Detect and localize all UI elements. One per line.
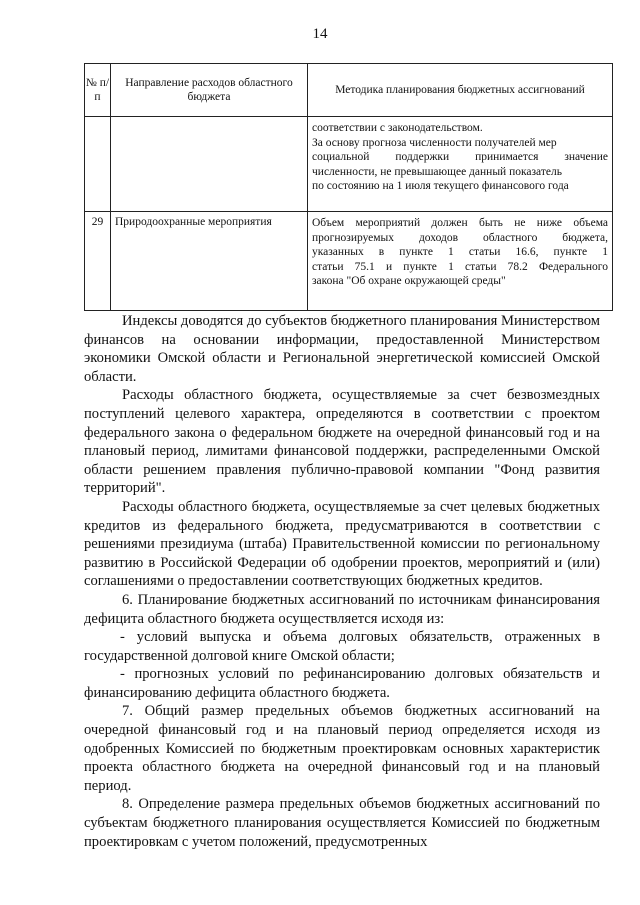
table-row xyxy=(85,212,613,311)
paragraph: 8. Определение размера предельных объемов бюджетных ассигнований по субъектам бюджетного планирования осуществляется Комиссией по бюджетным проектировкам с учетом положений, предусмотренных xyxy=(84,796,600,850)
paragraph: 7. Общий размер предельных объемов бюджетных ассигнований на очередной финансовый год и на плановый период определяется исходя из одобренных Комиссией по бюджетным проектировкам основных характеристик проекта областного бюджета на очередной финансовый год и на плановый период. xyxy=(84,703,600,794)
row-direction-cell: Природоохранные мероприятия xyxy=(111,212,308,311)
method-line: по состоянию на 1 июля текущего финансового года xyxy=(312,180,569,192)
method-line: численности, не превышающее данный показатель xyxy=(312,165,562,178)
paragraph: Расходы областного бюджета, осуществляемые за счет целевых бюджетных кредитов из федерального бюджета, предусматриваются в соответствии с решениями президиума (штаба) Правительственной комиссии по региональному развитию в Российской Федерации об одобрении проектов, мероприятий и (или) соглашениями о предоставлении соответствующих бюджетных кредитов. xyxy=(84,498,600,590)
method-line: указанных в пункте 1 статьи 16.6, пункте 1 xyxy=(312,246,608,258)
row-method-cell xyxy=(308,117,613,212)
paragraph: Расходы областного бюджета, осуществляемые за счет безвозмездных поступлений целевого характера, определяются в соответствии с проектом федерального закона о федеральном бюджете на очередной финансовый год и на плановый период, лимитами финансовой поддержки, распределенными Омской области решением правления публично-правовой компании "Фонд развития территорий". xyxy=(84,387,600,497)
method-line: закона "Об охране окружающей среды" xyxy=(312,275,506,287)
header-method: Методика планирования бюджетных ассигнований xyxy=(308,64,613,117)
table-row xyxy=(85,117,613,212)
method-line: статьи 75.1 и пункте 1 статьи 78.2 Федерального xyxy=(312,260,608,273)
method-line: За основу прогноза численности получателей мер xyxy=(312,136,557,149)
method-line: социальной поддержки принимается значение xyxy=(312,151,608,163)
list-item: - условий выпуска и объема долговых обязательств, отраженных в государственной долговой книге Омской области; xyxy=(84,629,600,664)
method-line: Объем мероприятий должен быть не ниже объема xyxy=(312,217,608,229)
table-header-row xyxy=(85,64,613,117)
page-number: 14 xyxy=(312,26,328,42)
header-number: № п/п xyxy=(85,64,111,117)
header-direction: Направление расходов областного бюджета xyxy=(111,64,308,117)
method-line: прогнозируемых доходов областного бюджета, xyxy=(312,231,608,244)
paragraph: Индексы доводятся до субъектов бюджетного планирования Министерством финансов на основании информации, предоставленной Министерством экономики Омской области и Региональной энергетической комиссией Омской области. xyxy=(84,313,600,385)
row-direction-cell xyxy=(111,117,308,212)
paragraph: 6. Планирование бюджетных ассигнований по источникам финансирования дефицита областного бюджета осуществляется исходя из: xyxy=(84,591,600,627)
row-number-cell xyxy=(85,117,111,212)
row-method-cell xyxy=(308,212,613,311)
method-line: соответствии с законодательством. xyxy=(312,122,483,134)
body-text xyxy=(84,312,600,851)
row-number-cell: 29 xyxy=(85,212,111,311)
list-item: - прогнозных условий по рефинансированию долговых обязательств и финансированию дефицита областного бюджета. xyxy=(84,666,600,701)
budget-methods-table xyxy=(84,63,613,311)
